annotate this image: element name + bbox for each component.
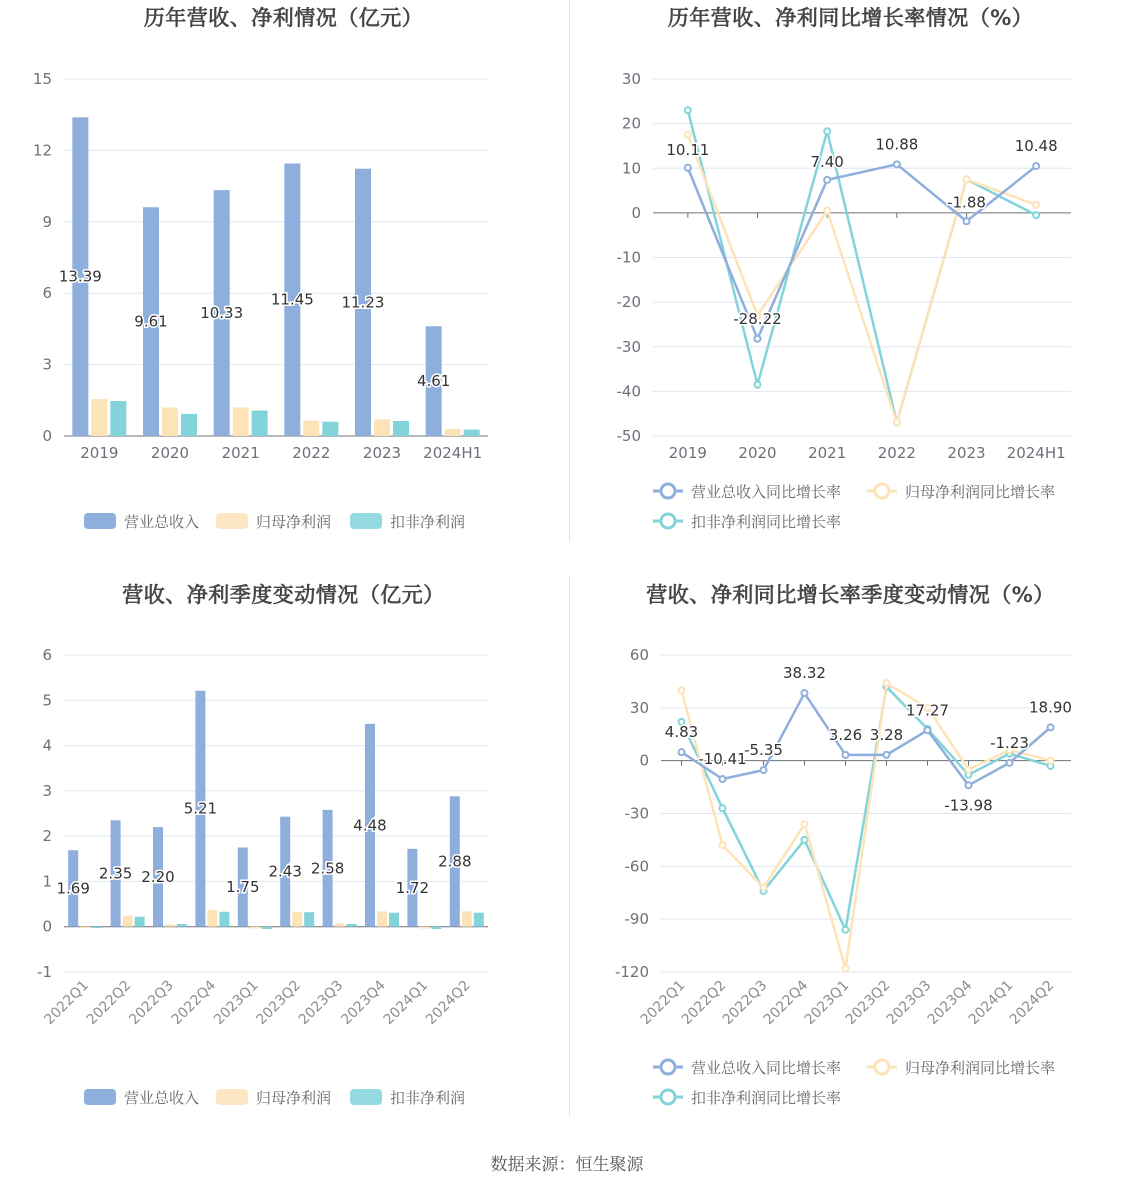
data-label: 10.88 bbox=[875, 135, 919, 154]
legend-marker bbox=[875, 484, 889, 498]
x-tick-label: 2023Q1 bbox=[801, 977, 853, 1029]
data-label: 17.27 bbox=[906, 701, 949, 720]
legend-marker bbox=[661, 484, 675, 498]
data-label: 2.35 bbox=[98, 864, 133, 883]
legend-marker bbox=[661, 1090, 675, 1104]
line-point bbox=[1033, 163, 1039, 169]
bar-net-profit bbox=[303, 421, 319, 436]
data-label: 1.72 bbox=[395, 878, 430, 897]
data-label: 4.61 bbox=[416, 372, 451, 391]
chart-title: 历年营收、净利情况（亿元） bbox=[143, 6, 424, 30]
data-label: 5.21 bbox=[183, 799, 218, 818]
legend-label: 归母净利润同比增长率 bbox=[905, 483, 1056, 501]
panel-divider bbox=[569, 575, 570, 1117]
legend-label: 扣非净利润同比增长率 bbox=[691, 1089, 842, 1107]
annual-growth-panel bbox=[567, 0, 1134, 575]
line-point bbox=[843, 752, 849, 758]
y-tick-label: 4 bbox=[42, 736, 52, 755]
line-point bbox=[755, 336, 761, 342]
bar-deducted-profit bbox=[219, 912, 229, 927]
bar-deducted-profit bbox=[110, 401, 126, 436]
data-label: 3.28 bbox=[869, 725, 904, 744]
line-point bbox=[679, 687, 685, 693]
data-label: 10.48 bbox=[1014, 137, 1058, 156]
y-tick-label: 60 bbox=[629, 646, 649, 664]
legend-label: 归母净利润 bbox=[256, 1089, 332, 1107]
legend-label: 营业总收入同比增长率 bbox=[691, 1059, 842, 1077]
legend-swatch bbox=[84, 1089, 116, 1105]
quarterly-growth-chart bbox=[567, 577, 1134, 1152]
y-tick-label: -30 bbox=[624, 804, 649, 823]
line-point bbox=[964, 218, 970, 224]
y-tick-label: 2 bbox=[42, 827, 52, 846]
x-tick-label: 2024Q1 bbox=[965, 977, 1017, 1029]
x-tick-label: 2024H1 bbox=[1006, 444, 1066, 462]
x-tick-label: 2022 bbox=[877, 444, 916, 462]
y-tick-label: 10 bbox=[621, 159, 641, 178]
data-label: -13.98 bbox=[944, 796, 993, 815]
x-tick-label: 2023Q3 bbox=[295, 977, 347, 1029]
line-point bbox=[894, 420, 900, 426]
data-label: 2.43 bbox=[268, 862, 302, 881]
y-tick-label: 0 bbox=[639, 751, 649, 770]
data-label: 13.39 bbox=[58, 267, 102, 286]
x-tick-label: 2022Q3 bbox=[126, 977, 177, 1029]
line-point bbox=[843, 965, 849, 971]
line-deducted-profit-growth bbox=[688, 110, 1036, 422]
line-point bbox=[925, 727, 931, 733]
y-tick-label: -50 bbox=[616, 427, 641, 445]
x-tick-label: 2023Q2 bbox=[842, 977, 894, 1029]
legend-swatch bbox=[216, 1089, 248, 1105]
bar-deducted-profit bbox=[322, 422, 338, 436]
x-tick-label: 2022Q3 bbox=[719, 977, 771, 1029]
y-tick-label: 12 bbox=[32, 141, 52, 160]
line-point bbox=[894, 161, 900, 167]
x-tick-label: 2022 bbox=[292, 444, 331, 462]
y-tick-label: 0 bbox=[42, 917, 52, 936]
data-label: 10.11 bbox=[666, 140, 710, 159]
line-point bbox=[824, 177, 830, 183]
bar-deducted-profit bbox=[393, 421, 409, 436]
y-tick-label: -120 bbox=[614, 963, 649, 981]
bar-deducted-profit bbox=[347, 924, 357, 927]
bar-deducted-profit bbox=[464, 430, 480, 436]
data-source-label: 数据来源： bbox=[490, 1155, 576, 1175]
legend-label: 营业总收入 bbox=[124, 1089, 200, 1107]
bar-deducted-profit bbox=[252, 411, 268, 436]
bar-net-profit bbox=[335, 924, 345, 927]
y-tick-label: -90 bbox=[624, 910, 649, 929]
x-tick-label: 2021 bbox=[221, 444, 260, 462]
line-deducted-profit-growth bbox=[682, 687, 1051, 930]
data-label: 9.61 bbox=[134, 312, 168, 331]
x-tick-label: 2023Q4 bbox=[338, 977, 389, 1029]
line-point bbox=[884, 752, 890, 758]
line-point bbox=[720, 842, 726, 848]
quarterly-growth-panel bbox=[567, 577, 1134, 1152]
x-tick-label: 2024H1 bbox=[423, 444, 483, 462]
line-point bbox=[802, 821, 808, 827]
y-tick-label: 15 bbox=[32, 70, 52, 88]
legend-marker bbox=[661, 1060, 675, 1074]
data-label: 4.48 bbox=[353, 816, 387, 835]
legend-swatch bbox=[350, 513, 382, 529]
x-tick-label: 2023Q2 bbox=[253, 977, 305, 1029]
data-label: 38.32 bbox=[783, 664, 826, 683]
legend-marker bbox=[661, 514, 675, 528]
y-tick-label: 0 bbox=[631, 203, 641, 222]
y-tick-label: -60 bbox=[624, 857, 649, 876]
line-point bbox=[966, 766, 972, 772]
bar-net-profit bbox=[374, 419, 390, 436]
bar-net-profit bbox=[292, 912, 302, 927]
x-tick-label: 2023 bbox=[947, 444, 986, 462]
bar-net-profit bbox=[233, 407, 249, 436]
line-point bbox=[802, 690, 808, 696]
bar-net-profit bbox=[419, 927, 429, 929]
x-tick-label: 2020 bbox=[738, 444, 777, 462]
annual-revenue-profit-chart bbox=[0, 0, 567, 575]
bar-deducted-profit bbox=[431, 927, 441, 929]
y-tick-label: 6 bbox=[42, 646, 52, 664]
legend-label: 营业总收入同比增长率 bbox=[691, 483, 842, 501]
quarterly-revenue-profit-panel bbox=[0, 577, 567, 1152]
bar-deducted-profit bbox=[177, 924, 187, 927]
bar-net-profit bbox=[80, 927, 90, 928]
line-point bbox=[1048, 724, 1054, 730]
y-tick-label: 6 bbox=[42, 284, 52, 303]
data-label: 1.75 bbox=[226, 878, 260, 897]
bar-net-profit bbox=[207, 910, 217, 927]
y-tick-label: 30 bbox=[629, 698, 649, 717]
y-tick-label: 1 bbox=[42, 872, 52, 891]
legend-label: 扣非净利润同比增长率 bbox=[691, 513, 842, 531]
line-point bbox=[966, 782, 972, 788]
bar-deducted-profit bbox=[135, 917, 145, 927]
data-source-footer bbox=[0, 1150, 1134, 1175]
bar-net-profit bbox=[250, 927, 260, 929]
line-point bbox=[1048, 758, 1054, 764]
data-label: -1.23 bbox=[990, 733, 1029, 752]
bar-deducted-profit bbox=[262, 927, 272, 929]
y-tick-label: -20 bbox=[616, 293, 641, 312]
bar-deducted-profit bbox=[181, 414, 197, 436]
y-tick-label: -10 bbox=[616, 248, 641, 267]
data-label: 2.88 bbox=[438, 852, 472, 871]
line-point bbox=[679, 749, 685, 755]
data-label: -1.88 bbox=[947, 193, 986, 212]
x-tick-label: 2019 bbox=[80, 444, 119, 462]
data-label: 18.90 bbox=[1029, 698, 1072, 717]
chart-title: 历年营收、净利同比增长率情况（%） bbox=[667, 6, 1034, 30]
y-tick-label: 0 bbox=[42, 427, 52, 445]
data-label: 11.45 bbox=[270, 290, 314, 309]
legend-swatch bbox=[216, 513, 248, 529]
y-tick-label: 3 bbox=[42, 781, 52, 800]
x-tick-label: 2022Q2 bbox=[678, 977, 730, 1029]
x-tick-label: 2024Q2 bbox=[1006, 977, 1058, 1029]
line-point bbox=[884, 680, 890, 686]
bar-net-profit bbox=[123, 916, 133, 927]
line-point bbox=[802, 837, 808, 843]
line-point bbox=[685, 132, 691, 138]
line-point bbox=[824, 128, 830, 134]
bar-net-profit bbox=[377, 911, 387, 926]
y-tick-label: 9 bbox=[42, 212, 52, 231]
y-tick-label: 3 bbox=[42, 355, 52, 374]
data-label: 2.20 bbox=[141, 867, 175, 886]
x-tick-label: 2023Q3 bbox=[883, 977, 935, 1029]
data-label: -28.22 bbox=[733, 309, 782, 328]
line-point bbox=[824, 208, 830, 214]
bar-deducted-profit bbox=[304, 912, 314, 926]
line-point bbox=[1033, 202, 1039, 208]
x-tick-label: 2019 bbox=[668, 444, 707, 462]
quarterly-revenue-profit-chart bbox=[0, 577, 567, 1152]
line-point bbox=[964, 176, 970, 182]
data-label: 11.23 bbox=[341, 293, 385, 312]
data-label: 10.33 bbox=[200, 304, 244, 323]
x-tick-label: 2022Q4 bbox=[168, 977, 220, 1029]
line-point bbox=[843, 927, 849, 933]
annual-revenue-profit-panel bbox=[0, 0, 567, 575]
line-point bbox=[761, 767, 767, 773]
legend-swatch bbox=[84, 513, 116, 529]
line-point bbox=[1007, 760, 1013, 766]
x-tick-label: 2021 bbox=[808, 444, 847, 462]
legend-label: 归母净利润同比增长率 bbox=[905, 1059, 1056, 1077]
legend-marker bbox=[875, 1060, 889, 1074]
bar-net-profit bbox=[162, 407, 178, 436]
data-label: -10.41 bbox=[698, 749, 747, 768]
x-tick-label: 2022Q1 bbox=[41, 977, 93, 1029]
line-point bbox=[720, 805, 726, 811]
line-point bbox=[685, 165, 691, 171]
data-label: 7.40 bbox=[810, 152, 844, 171]
y-tick-label: -30 bbox=[616, 337, 641, 356]
line-point bbox=[720, 776, 726, 782]
panel-divider bbox=[569, 0, 570, 542]
annual-growth-chart bbox=[567, 0, 1134, 575]
line-point bbox=[685, 107, 691, 113]
y-tick-label: 30 bbox=[621, 70, 641, 88]
y-tick-label: -1 bbox=[37, 963, 52, 981]
x-tick-label: 2022Q4 bbox=[760, 977, 812, 1029]
data-label: 1.69 bbox=[56, 879, 90, 898]
line-point bbox=[755, 382, 761, 388]
data-label: 4.83 bbox=[664, 723, 699, 742]
bar-net-profit bbox=[165, 924, 175, 926]
data-source-value: 恒生聚源 bbox=[575, 1155, 644, 1175]
line-point bbox=[1033, 212, 1039, 218]
bar-net-profit bbox=[91, 399, 107, 436]
chart-title: 营收、净利季度变动情况（亿元） bbox=[122, 583, 445, 607]
line-net-profit-growth bbox=[682, 683, 1051, 968]
legend-label: 归母净利润 bbox=[256, 513, 332, 531]
x-tick-label: 2022Q1 bbox=[637, 977, 689, 1029]
data-label: -5.35 bbox=[744, 741, 783, 760]
legend-label: 营业总收入 bbox=[124, 513, 200, 531]
y-tick-label: -40 bbox=[616, 382, 641, 401]
x-tick-label: 2024Q1 bbox=[380, 977, 432, 1029]
bar-deducted-profit bbox=[474, 913, 484, 927]
legend-swatch bbox=[350, 1089, 382, 1105]
y-tick-label: 5 bbox=[42, 691, 52, 710]
x-tick-label: 2022Q2 bbox=[83, 977, 135, 1029]
bar-deducted-profit bbox=[389, 913, 399, 927]
bar-net-profit bbox=[462, 911, 472, 926]
x-tick-label: 2023 bbox=[362, 444, 402, 462]
data-label: 2.58 bbox=[310, 859, 345, 878]
x-tick-label: 2023Q4 bbox=[924, 977, 976, 1029]
bar-deducted-profit bbox=[92, 927, 102, 928]
bar-net-profit bbox=[445, 429, 461, 436]
legend-label: 扣非净利润 bbox=[390, 1089, 466, 1107]
data-label: 3.26 bbox=[828, 725, 863, 744]
x-tick-label: 2024Q2 bbox=[423, 977, 474, 1029]
x-tick-label: 2020 bbox=[150, 444, 190, 462]
x-tick-label: 2023Q1 bbox=[211, 977, 262, 1029]
chart-title: 营收、净利同比增长率季度变动情况（%） bbox=[646, 583, 1055, 607]
legend-label: 扣非净利润 bbox=[390, 513, 466, 531]
y-tick-label: 20 bbox=[621, 114, 641, 133]
line-point bbox=[761, 884, 767, 890]
